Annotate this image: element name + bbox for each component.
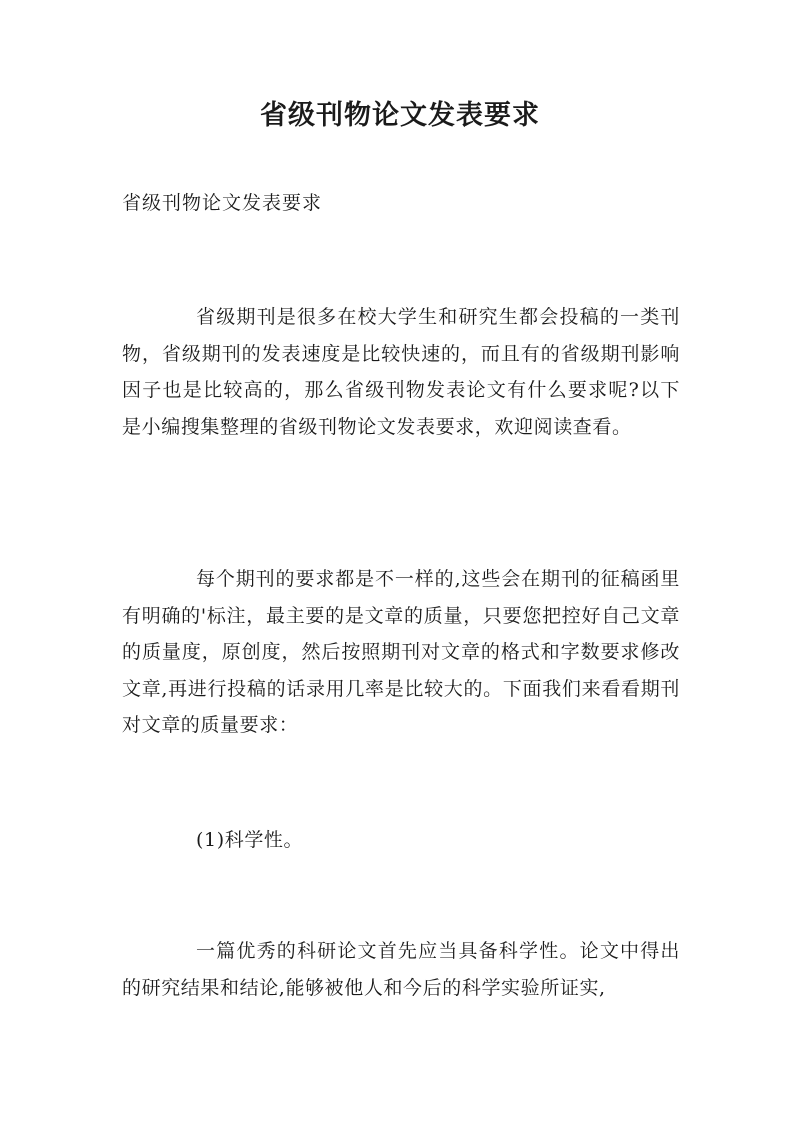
document-subtitle: 省级刊物论文发表要求 xyxy=(122,192,323,214)
paragraph-scientific: 一篇优秀的科研论文首先应当具备科学性。论文中得出的研究结果和结论,能够被他人和今后的科学实验所证实, xyxy=(122,940,680,999)
paragraph-heading-scientific: (1)科学性。 xyxy=(196,829,304,851)
document-title: 省级刊物论文发表要求 xyxy=(260,100,540,131)
paragraph-intro: 省级期刊是很多在校大学生和研究生都会投稿的一类刊物，省级期刊的发表速度是比较快速的，而且有的省级期刊影响因子也是比较高的，那么省级刊物发表论文有什么要求呢?以下是小编搜集整理的省级刊物论文发表要求，欢迎阅读查看。 xyxy=(122,306,680,438)
paragraph-requirements: 每个期刊的要求都是不一样的,这些会在期刊的征稿函里有明确的'标注，最主要的是文章的质量，只要您把控好自己文章的质量度，原创度，然后按照期刊对文章的格式和字数要求修改文章,再进行投稿的话录用几率是比较大的。下面我们来看看期刊对文章的质量要求： xyxy=(122,568,680,736)
